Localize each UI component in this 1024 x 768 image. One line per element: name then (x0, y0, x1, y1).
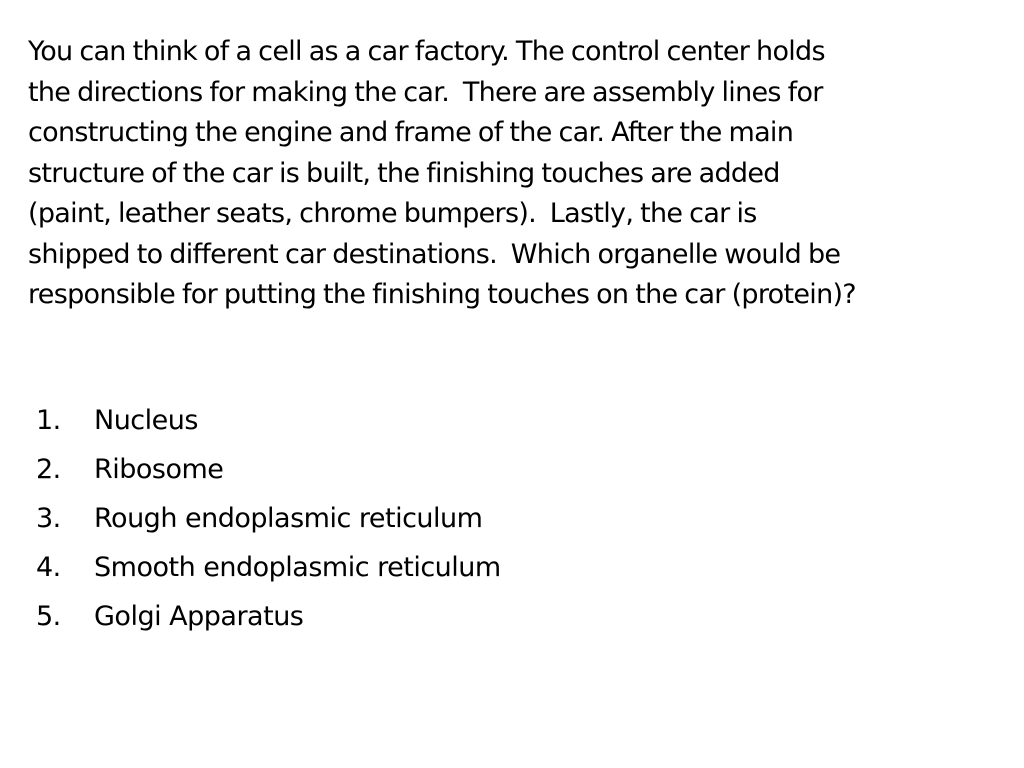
question-line: You can think of a cell as a car factory. The control center holds (28, 36, 825, 67)
answer-label: Golgi Apparatus (94, 601, 304, 632)
answer-option-3 (36, 494, 501, 543)
answer-number: 4. (36, 552, 61, 583)
answer-number: 1. (36, 405, 61, 436)
answer-option-1 (36, 396, 501, 445)
answer-label: Nucleus (94, 405, 198, 436)
question-line: shipped to different car destinations. Which organelle would be (28, 238, 841, 270)
question-line: (paint, leather seats, chrome bumpers). Lastly, the car is (28, 198, 757, 229)
question-line: responsible for putting the finishing touches on the car (protein)? (28, 279, 856, 310)
question-line: structure of the car is built, the finishing touches are added (28, 157, 780, 189)
answer-option-4 (36, 543, 501, 592)
answer-option-5 (36, 592, 501, 641)
answer-option-2 (36, 445, 501, 494)
question-text (28, 32, 1018, 316)
answer-number: 3. (36, 503, 61, 534)
answer-label: Rough endoplasmic reticulum (94, 503, 483, 534)
answer-label: Ribosome (94, 454, 224, 485)
answer-number: 2. (36, 454, 61, 485)
question-line: constructing the engine and frame of the car. After the main (28, 117, 794, 148)
question-line: the directions for making the car. There are assembly lines for (28, 76, 823, 108)
answer-label: Smooth endoplasmic reticulum (94, 552, 501, 583)
answer-number: 5. (36, 601, 61, 632)
answer-list (36, 396, 501, 641)
